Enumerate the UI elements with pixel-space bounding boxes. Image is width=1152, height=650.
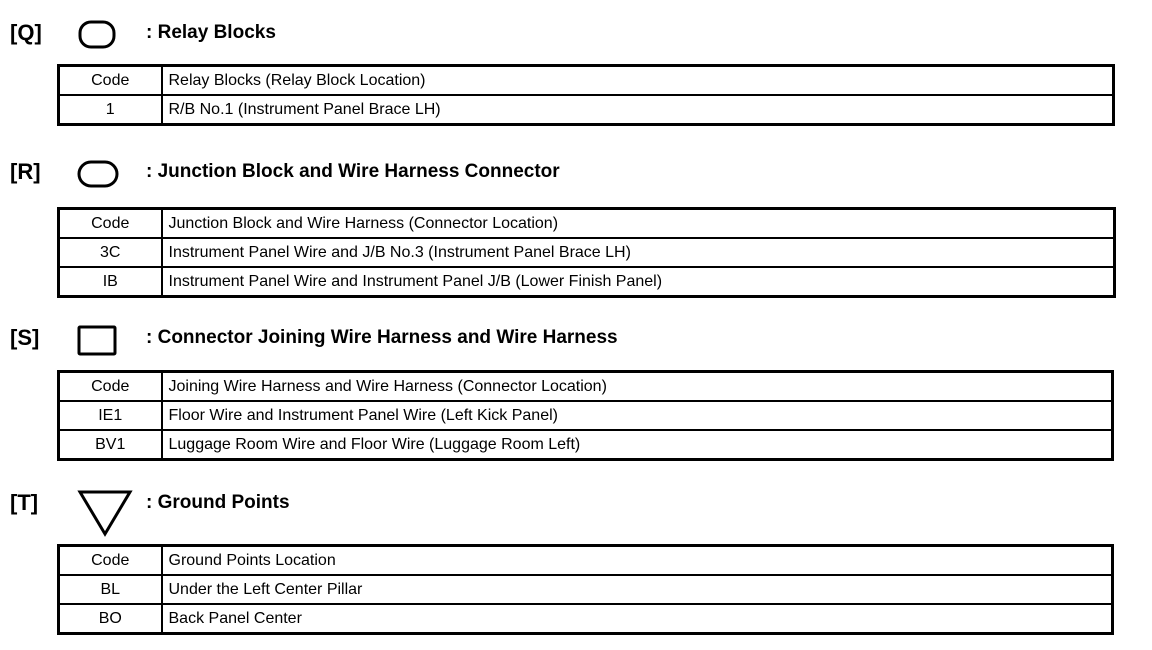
header-code: Code <box>59 372 162 402</box>
header-desc: Junction Block and Wire Harness (Connector Location) <box>162 209 1115 239</box>
row-desc: R/B No.1 (Instrument Panel Brace LH) <box>162 95 1114 125</box>
section-title: : Junction Block and Wire Harness Connector <box>146 161 560 182</box>
header-desc: Relay Blocks (Relay Block Location) <box>162 66 1114 96</box>
row-code: BL <box>59 575 162 604</box>
section-title: : Ground Points <box>146 492 290 513</box>
section-letter: [T] <box>10 490 39 515</box>
row-code: 1 <box>59 95 162 125</box>
table-header-row <box>59 66 1114 96</box>
oval-icon <box>76 159 120 189</box>
header-desc: Joining Wire Harness and Wire Harness (Connector Location) <box>162 372 1113 402</box>
row-code: BV1 <box>59 430 162 460</box>
section-letter: [Q] <box>10 20 42 45</box>
table-row <box>59 267 1115 297</box>
section-letter: [S] <box>10 325 40 350</box>
section-title: : Connector Joining Wire Harness and Wire Harness <box>146 327 618 348</box>
square-icon <box>76 325 120 357</box>
section-title: : Relay Blocks <box>146 22 276 43</box>
connector-joining-table <box>57 370 1114 461</box>
section-letter: [R] <box>10 159 41 184</box>
rounded-square-icon <box>76 20 120 50</box>
table-row <box>59 604 1113 634</box>
row-desc: Luggage Room Wire and Floor Wire (Luggage Room Left) <box>162 430 1113 460</box>
table-row <box>59 430 1113 460</box>
header-code: Code <box>59 209 162 239</box>
header-desc: Ground Points Location <box>162 546 1113 576</box>
ground-points-table <box>57 544 1114 635</box>
row-code: IB <box>59 267 162 297</box>
table-row <box>59 575 1113 604</box>
row-desc: Back Panel Center <box>162 604 1113 634</box>
table-header-row <box>59 209 1115 239</box>
row-desc: Under the Left Center Pillar <box>162 575 1113 604</box>
row-desc: Floor Wire and Instrument Panel Wire (Left Kick Panel) <box>162 401 1113 430</box>
table-row <box>59 401 1113 430</box>
row-code: BO <box>59 604 162 634</box>
header-code: Code <box>59 546 162 576</box>
row-code: IE1 <box>59 401 162 430</box>
row-code: 3C <box>59 238 162 267</box>
relay-blocks-table <box>57 64 1115 126</box>
table-row <box>59 238 1115 267</box>
inverted-triangle-icon <box>76 490 134 538</box>
table-row <box>59 95 1114 125</box>
row-desc: Instrument Panel Wire and Instrument Panel J/B (Lower Finish Panel) <box>162 267 1115 297</box>
row-desc: Instrument Panel Wire and J/B No.3 (Instrument Panel Brace LH) <box>162 238 1115 267</box>
table-header-row <box>59 372 1113 402</box>
header-code: Code <box>59 66 162 96</box>
table-header-row <box>59 546 1113 576</box>
junction-block-table <box>57 207 1116 298</box>
